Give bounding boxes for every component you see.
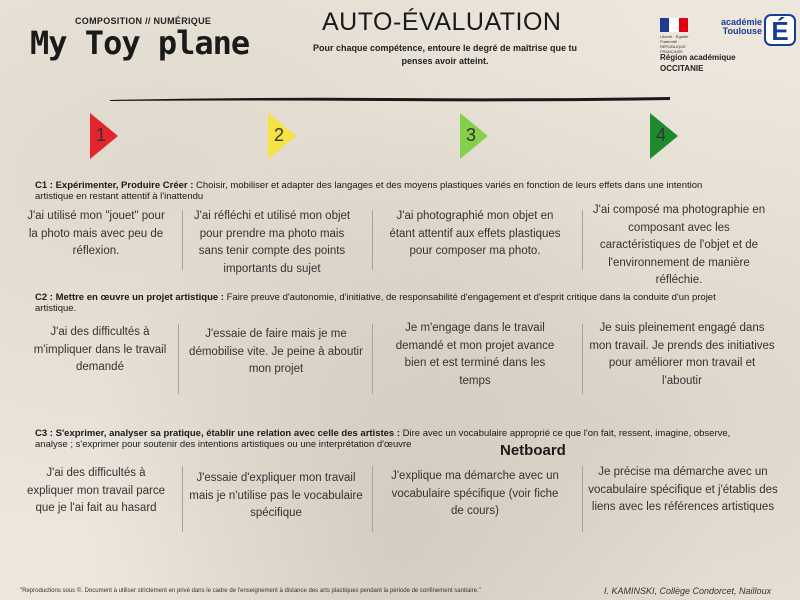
- academie-e-icon: [764, 14, 796, 46]
- subtitle: COMPOSITION // NUMÉRIQUE: [75, 16, 212, 26]
- academy-line1: académie: [720, 17, 762, 27]
- criterion-c3-label: C3 : S'exprimer, analyser sa pratique, établir une relation avec celle des artistes : Dire avec un vocabulaire approprié ce que l'on fait, ressent, imagine, observe, analyse ; s'exprimer pour soutenir des intentions artistiques ou une interprétation d'œuvre: [35, 428, 731, 450]
- netboard-label: Netboard: [500, 442, 566, 459]
- level-3-number: 3: [466, 125, 477, 145]
- c1-level-4-cell[interactable]: J'ai composé ma photographie en composant avec les caractéristiques de l'objet et de l'environnement de manière réfléchie.: [592, 204, 766, 286]
- level-2-arrow[interactable]: [268, 113, 298, 159]
- c3-level-1-cell[interactable]: J'ai des difficultés à expliquer mon travail parce que je l'ai fait au hasard: [26, 467, 166, 514]
- gov-motto: Liberté · Égalité · Fraternité RÉPUBLIQUE FRANÇAISE: [660, 34, 691, 54]
- c1-level-3-cell[interactable]: J'ai photographié mon objet en étant attentif aux effets plastiques pour composer ma photo.: [389, 210, 561, 257]
- level-1-arrow[interactable]: [90, 113, 120, 159]
- c2-level-1-cell[interactable]: J'ai des difficultés à m'impliquer dans le travail demandé: [33, 326, 167, 373]
- c1-level-2-cell[interactable]: J'ai réfléchi et utilisé mon objet pour prendre ma photo mais sans tenir compte des points importants du sujet: [193, 210, 351, 275]
- c2-level-2-cell[interactable]: J'essaie de faire mais je me démobilise vite. Je peine à aboutir mon projet: [189, 328, 363, 375]
- c3-level-4-cell[interactable]: Je précise ma démarche avec un vocabulaire spécifique et j'établis des liens avec les références artistiques: [588, 466, 778, 513]
- region-label: Région académique OCCITANIE: [660, 53, 736, 73]
- c3-level-2-cell[interactable]: J'essaie d'expliquer mon travail mais je n'utilise pas le vocabulaire spécifique: [189, 472, 363, 519]
- copyright-notice: "Reproductions sous ©. Document à utiliser strictement en privé dans le cadre de l'enseignement à distance des arts plastiques pendant la période de confinement sanitaire.": [20, 588, 481, 594]
- criterion-c1-label: C1 : Expérimenter, Produire Créer : Choisir, mobiliser et adapter des langages et des moyens plastiques variés en fonction de leurs effets dans une intention artistique en restant attentif à l'inattendu: [35, 180, 703, 202]
- level-4-number: 4: [656, 125, 667, 145]
- brush-divider: [110, 95, 670, 103]
- instructions: Pour chaque compétence, entoure le degré de maîtrise que tu penses avoir atteint.: [312, 43, 578, 66]
- republique-logo: [660, 18, 704, 54]
- c2-level-4-cell[interactable]: Je suis pleinement engagé dans mon travail. Je prends des initiatives pour améliorer mon travail et l'aboutir: [589, 322, 775, 387]
- project-title: My Toy plane: [30, 24, 250, 62]
- svg-text:É: É: [771, 16, 789, 46]
- level-4-arrow[interactable]: [650, 113, 680, 159]
- page-title: AUTO-ÉVALUATION: [322, 8, 562, 36]
- level-3-arrow[interactable]: [460, 113, 490, 159]
- level-2-number: 2: [274, 125, 285, 145]
- criterion-c2-label: C2 : Mettre en œuvre un projet artistique : Faire preuve d'autonomie, d'initiative, de responsabilité d'engagement et d'esprit critique dans la conduite d'un projet artistique.: [35, 292, 716, 314]
- c1-level-1-cell[interactable]: J'ai utilisé mon "jouet" pour la photo mais avec peu de réflexion.: [27, 210, 165, 257]
- c2-level-3-cell[interactable]: Je m'engage dans le travail demandé et mon projet avance bien et est terminé dans les temps: [395, 322, 555, 387]
- marianne-flag-icon: [660, 18, 688, 32]
- author-credit: I. KAMINSKI, Collège Condorcet, Nailloux: [604, 586, 772, 596]
- academy-line2: Toulouse: [722, 26, 762, 36]
- level-1-number: 1: [96, 125, 107, 145]
- academie-logo: [718, 14, 798, 50]
- c3-level-3-cell[interactable]: J'explique ma démarche avec un vocabulaire spécifique (voir fiche de cours): [391, 470, 559, 517]
